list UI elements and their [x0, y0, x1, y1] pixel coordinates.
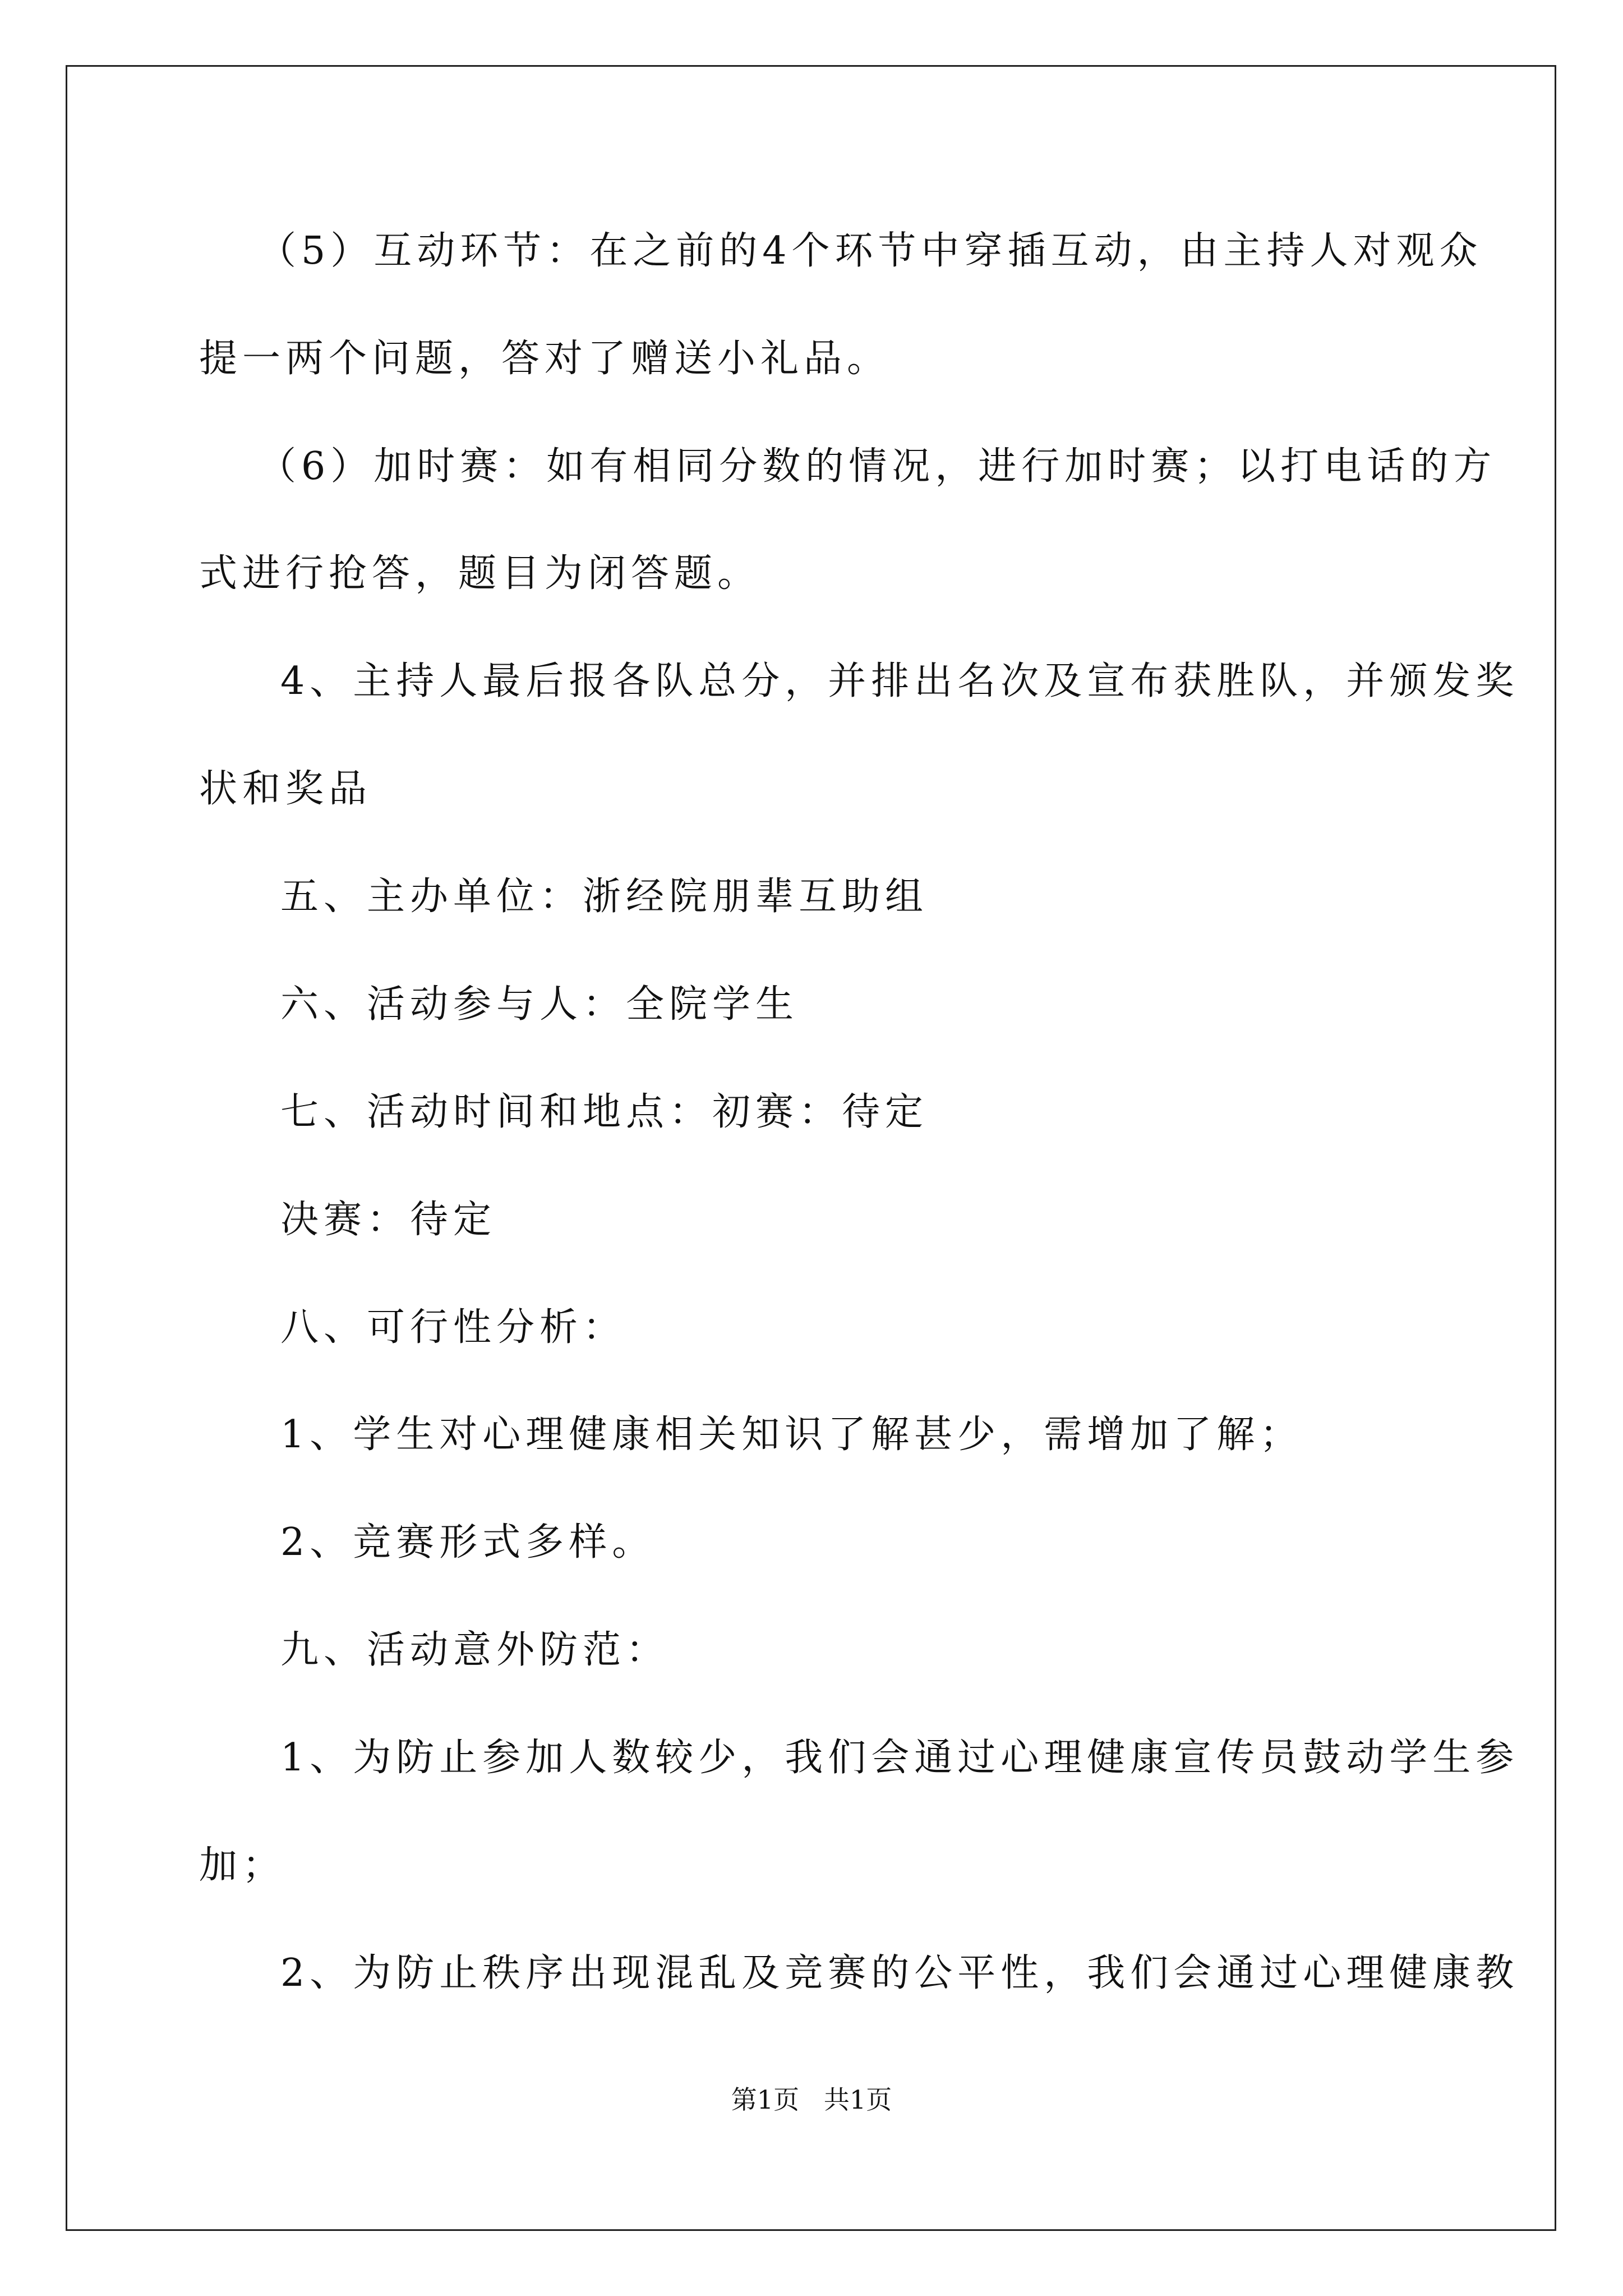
section-heading-9: 九、活动意外防范： [280, 1628, 670, 1672]
list-item-9-1-cont: 加； [199, 1843, 286, 1888]
paragraph-line-4: 式进行抢答，题目为闭答题。 [199, 551, 761, 596]
section-heading-8: 八、可行性分析： [280, 1305, 626, 1350]
section-heading-5: 五、主办单位：浙经院朋辈互助组 [280, 875, 929, 919]
paragraph-line-3: （6）加时赛：如有相同分数的情况，进行加时赛；以打电话的方 [258, 444, 1497, 489]
section-heading-7: 七、活动时间和地点：初赛：待定 [280, 1090, 929, 1134]
section-heading-6: 六、活动参与人：全院学生 [280, 982, 799, 1027]
paragraph-line-5: 4、主持人最后报各队总分，并排出名次及宣布获胜队，并颁发奖 [280, 659, 1519, 703]
paragraph-line-1: （5）互动环节：在之前的4个环节中穿插互动，由主持人对观众 [258, 229, 1483, 273]
paragraph-line-2: 提一两个问题，答对了赠送小礼品。 [199, 337, 891, 381]
list-item-9-2: 2、为防止秩序出现混乱及竞赛的公平性，我们会通过心理健康教 [280, 1951, 1519, 1995]
list-item-8-1: 1、学生对心理健康相关知识了解甚少，需增加了解； [280, 1412, 1303, 1457]
list-item-9-1: 1、为防止参加人数较少，我们会通过心理健康宣传员鼓动学生参 [280, 1736, 1519, 1780]
paragraph-line-6: 状和奖品 [199, 767, 372, 811]
page-number-footer: 第1页 共1页 [731, 2085, 892, 2115]
page-border [66, 65, 1556, 2231]
paragraph-line-final: 决赛：待定 [280, 1198, 497, 1242]
list-item-8-2: 2、竞赛形式多样。 [280, 1520, 656, 1565]
